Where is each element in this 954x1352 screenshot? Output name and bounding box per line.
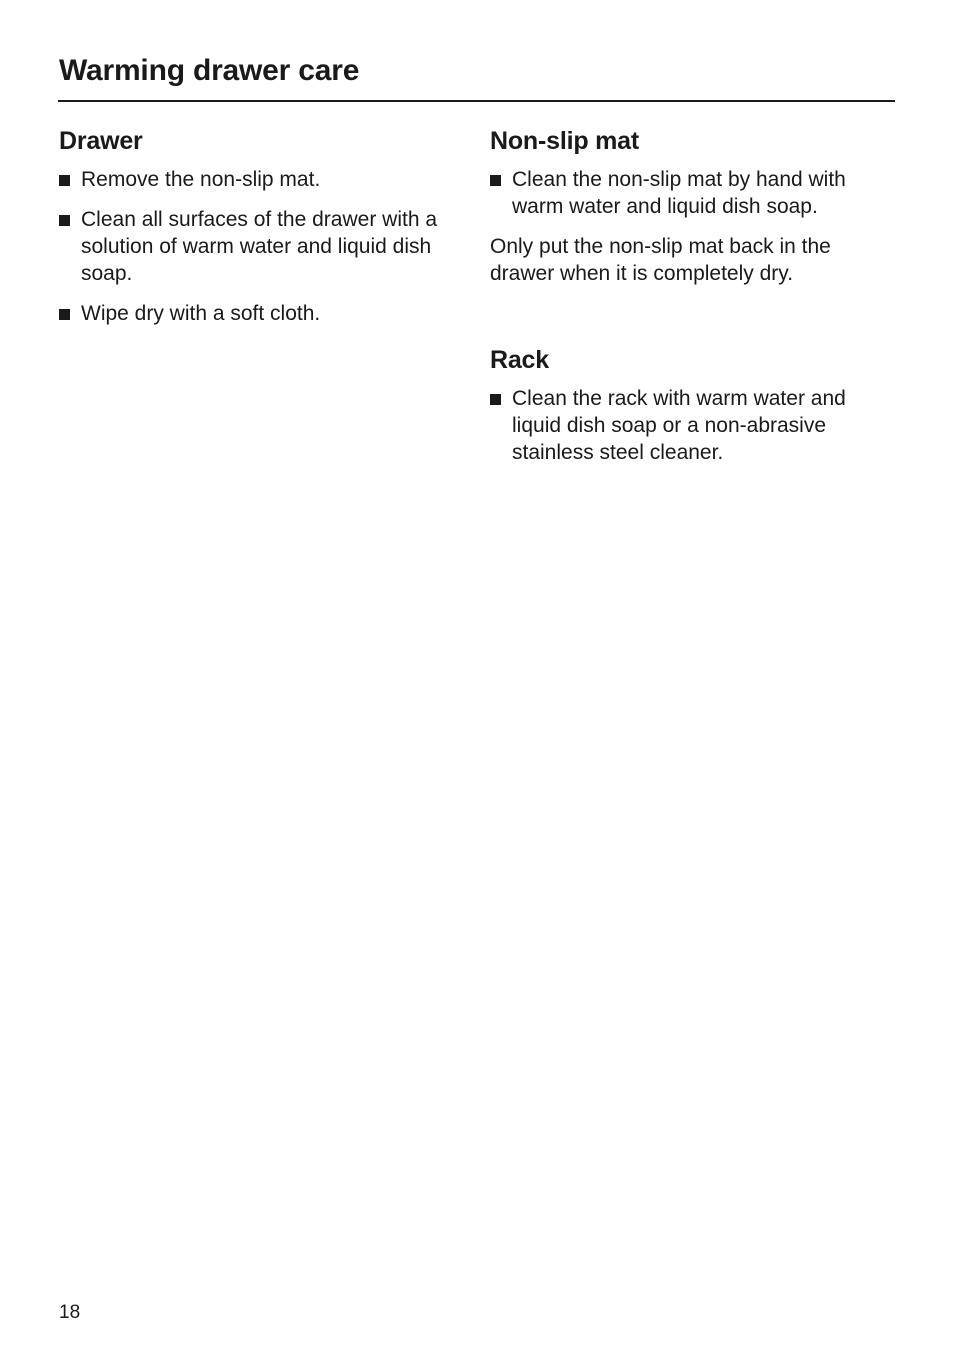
section-heading-rack: Rack (490, 346, 549, 374)
square-bullet-icon (490, 394, 501, 405)
bullet-list-rack (490, 385, 890, 466)
page-number: 18 (59, 1302, 81, 1323)
list-item (59, 166, 459, 193)
list-item-text: Clean all surfaces of the drawer with a solution of warm water and liquid dish soap. (81, 208, 438, 285)
square-bullet-icon (59, 309, 70, 320)
list-item-text: Wipe dry with a soft cloth. (81, 302, 321, 325)
bullet-list-drawer (59, 166, 459, 327)
square-bullet-icon (59, 175, 70, 186)
section-heading-non-slip-mat: Non-slip mat (490, 127, 639, 155)
right-column (490, 124, 890, 479)
non-slip-mat-note: Only put the non-slip mat back in the drawer when it is completely dry. (490, 235, 831, 285)
square-bullet-icon (59, 215, 70, 226)
page-title: Warming drawer care (59, 54, 360, 87)
list-item-text: Clean the non-slip mat by hand with warm water and liquid dish soap. (512, 168, 846, 218)
left-column (59, 124, 459, 340)
title-divider (58, 100, 895, 102)
bullet-list-non-slip-mat (490, 166, 890, 220)
square-bullet-icon (490, 175, 501, 186)
list-item-text: Clean the rack with warm water and liquid dish soap or a non-abrasive stainless steel cleaner. (512, 387, 846, 464)
section-non-slip-mat (490, 124, 890, 287)
list-item (490, 385, 890, 466)
list-item (490, 166, 890, 220)
section-drawer (59, 124, 459, 327)
list-item-text: Remove the non-slip mat. (81, 168, 321, 191)
section-heading-drawer: Drawer (59, 127, 143, 155)
list-item (59, 300, 459, 327)
section-rack (490, 343, 890, 466)
list-item (59, 206, 459, 287)
